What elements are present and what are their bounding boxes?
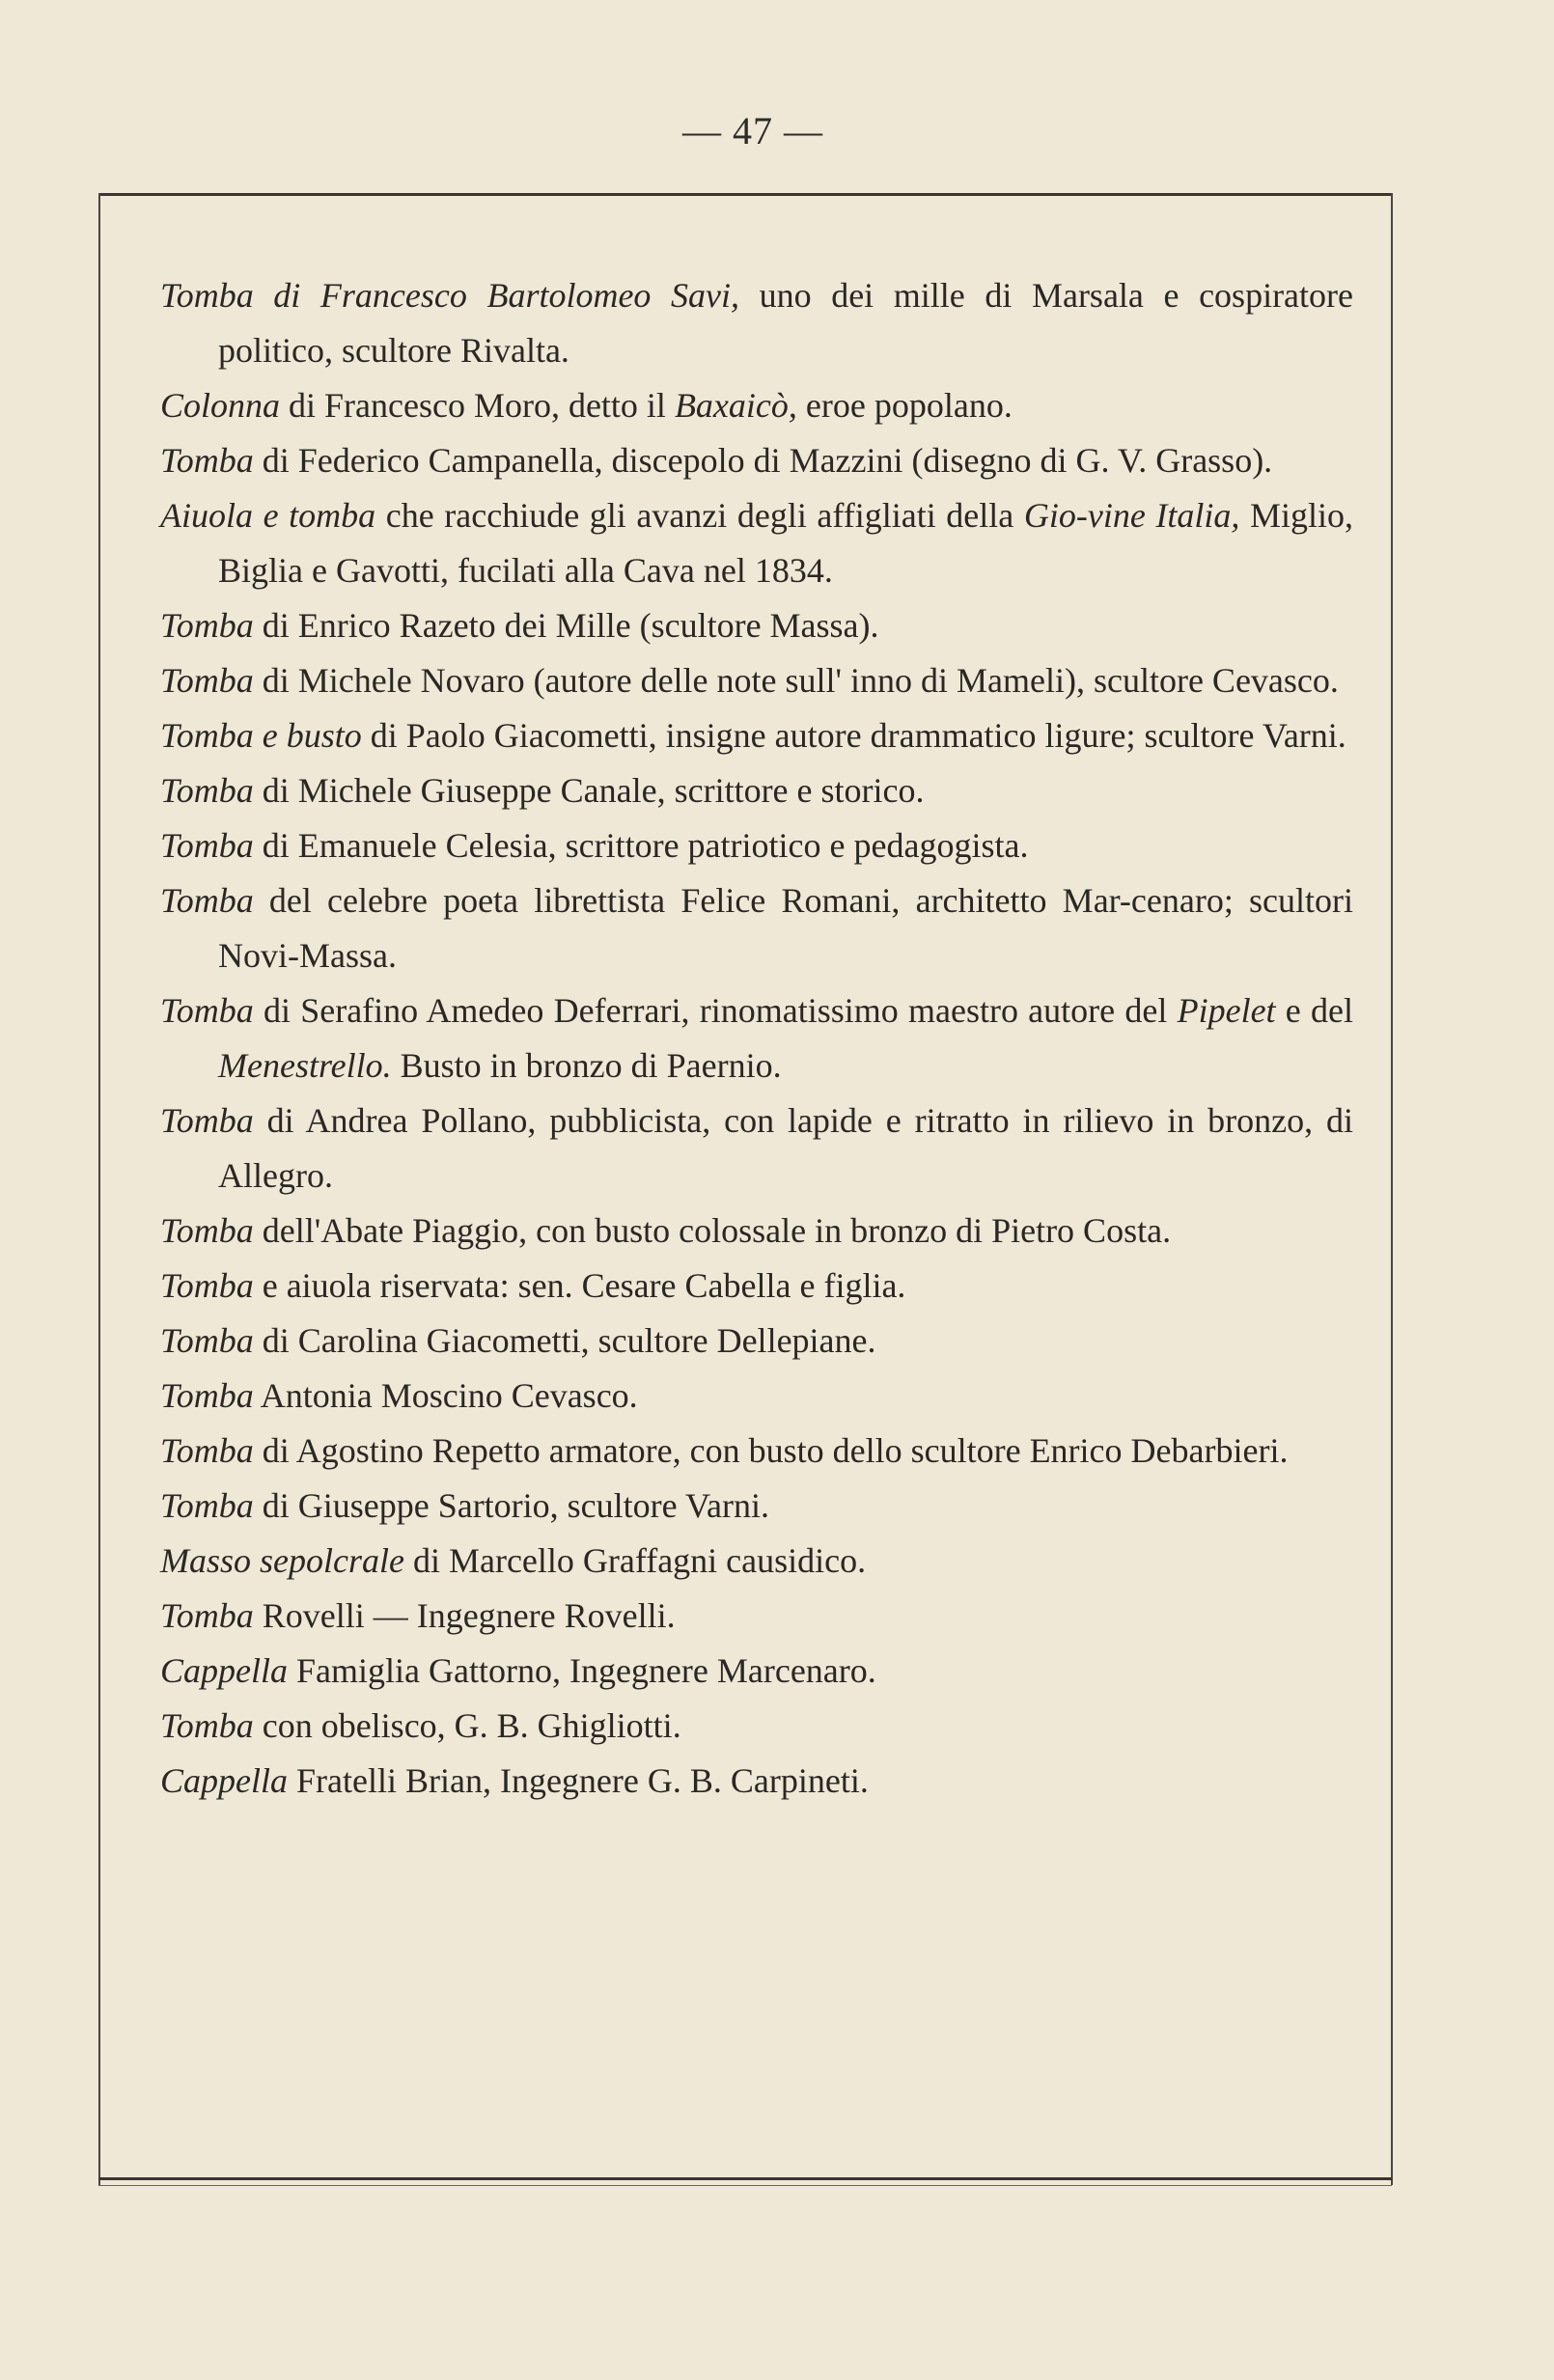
entry-italic: Pipelet bbox=[1177, 991, 1276, 1030]
entry-lead: Tomba bbox=[160, 441, 254, 480]
entry-lead: Colonna bbox=[160, 386, 281, 425]
entry-lead: Tomba di Francesco Bartolomeo Savi, bbox=[160, 276, 740, 315]
list-item bbox=[160, 1369, 1353, 1424]
entry-text: Antonia Moscino Cevasco. bbox=[253, 1376, 638, 1415]
frame-bottom-rule bbox=[98, 2177, 1392, 2180]
entry-text: e del bbox=[1275, 991, 1354, 1030]
list-item bbox=[160, 708, 1353, 763]
entry-lead: Tomba bbox=[160, 1706, 254, 1745]
list-item bbox=[160, 1699, 1353, 1754]
entry-lead: Tomba bbox=[160, 1486, 254, 1525]
entry-lead: Tomba bbox=[160, 1211, 254, 1250]
list-item bbox=[160, 763, 1353, 818]
frame-left-rule bbox=[98, 193, 100, 2185]
entry-lead: Masso sepolcrale bbox=[160, 1541, 404, 1580]
list-item bbox=[160, 1534, 1353, 1589]
list-item bbox=[160, 1589, 1353, 1644]
entry-text: Fratelli Brian, Ingegnere G. B. Carpineti. bbox=[288, 1761, 869, 1800]
entry-text: Rovelli — Ingegnere Rovelli. bbox=[253, 1596, 676, 1635]
entry-lead: Tomba bbox=[160, 661, 254, 700]
entry-text: che racchiude gli avanzi degli affigliati della bbox=[375, 496, 1024, 535]
entry-lead: Tomba bbox=[160, 991, 254, 1030]
entry-text: di Federico Campanella, discepolo di Mazzini (disegno di G. V. Grasso). bbox=[253, 441, 1273, 480]
entry-text: dell'Abate Piaggio, con busto colossale in bronzo di Pietro Costa. bbox=[253, 1211, 1172, 1250]
list-item bbox=[160, 653, 1353, 708]
list-item bbox=[160, 488, 1353, 598]
frame-top-rule bbox=[98, 193, 1392, 196]
list-item bbox=[160, 598, 1353, 653]
entry-text: di Michele Giuseppe Canale, scrittore e storico. bbox=[253, 771, 925, 810]
list-item bbox=[160, 1259, 1353, 1314]
list-item bbox=[160, 1314, 1353, 1369]
entry-text: di Andrea Pollano, pubblicista, con lapide e ritratto in rilievo in bronzo, di Allegro. bbox=[218, 1101, 1353, 1195]
entry-text: di Paolo Giacometti, insigne autore drammatico ligure; scultore Varni. bbox=[361, 716, 1346, 755]
entry-italic: Baxaicò, bbox=[674, 386, 797, 425]
list-item bbox=[160, 1204, 1353, 1259]
monument-list bbox=[160, 268, 1353, 1809]
frame-right-rule bbox=[1391, 193, 1393, 2185]
entry-text: con obelisco, G. B. Ghigliotti. bbox=[253, 1706, 681, 1745]
entry-lead: Aiuola e tomba bbox=[160, 496, 376, 535]
entry-text: di Carolina Giacometti, scultore Dellepiane. bbox=[253, 1321, 876, 1360]
entry-text: Busto in bronzo di Paernio. bbox=[391, 1046, 782, 1085]
entry-text: e aiuola riservata: sen. Cesare Cabella e figlia. bbox=[253, 1266, 906, 1305]
entry-text: di Marcello Graffagni causidico. bbox=[403, 1541, 867, 1580]
entry-text: uno dei mille di Marsala e cospiratore politico, scultore Rivalta. bbox=[218, 276, 1354, 370]
entry-text: eroe popolano. bbox=[796, 386, 1013, 425]
list-item bbox=[160, 1754, 1353, 1809]
entry-italic: Menestrello. bbox=[218, 1046, 392, 1085]
entry-lead: Tomba bbox=[160, 826, 254, 865]
list-item bbox=[160, 268, 1353, 378]
entry-text: del celebre poeta librettista Felice Romani, architetto Mar-cenaro; scultori Novi-Massa. bbox=[218, 881, 1353, 975]
list-item bbox=[160, 818, 1353, 873]
entry-lead: Tomba bbox=[160, 1596, 254, 1635]
entry-lead: Tomba bbox=[160, 771, 254, 810]
frame-bottom-thin-rule bbox=[98, 2185, 1392, 2186]
entry-text: di Serafino Amedeo Deferrari, rinomatissimo maestro autore del bbox=[253, 991, 1178, 1030]
list-item bbox=[160, 1424, 1353, 1479]
list-item bbox=[160, 1644, 1353, 1699]
entry-italic: Gio-vine Italia, bbox=[1023, 496, 1240, 535]
entry-lead: Tomba bbox=[160, 881, 254, 920]
entry-text: di Agostino Repetto armatore, con busto dello scultore Enrico Debarbieri. bbox=[253, 1431, 1289, 1470]
entry-lead: Tomba bbox=[160, 606, 254, 645]
list-item bbox=[160, 378, 1353, 433]
entry-text: di Emanuele Celesia, scrittore patriotico e pedagogista. bbox=[253, 826, 1029, 865]
entry-text: di Michele Novaro (autore delle note sull' inno di Mameli), scultore Cevasco. bbox=[253, 661, 1339, 700]
entry-lead: Cappella bbox=[160, 1651, 288, 1690]
entry-text: di Giuseppe Sartorio, scultore Varni. bbox=[253, 1486, 769, 1525]
entry-text: di Francesco Moro, detto il bbox=[280, 386, 675, 425]
list-item bbox=[160, 1479, 1353, 1534]
entry-lead: Cappella bbox=[160, 1761, 288, 1800]
list-item bbox=[160, 873, 1353, 983]
entry-lead: Tomba bbox=[160, 1431, 254, 1470]
entry-text: Famiglia Gattorno, Ingegnere Marcenaro. bbox=[288, 1651, 876, 1690]
entry-lead: Tomba bbox=[160, 1321, 254, 1360]
entry-lead: Tomba bbox=[160, 1376, 254, 1415]
entry-text: Miglio, Biglia e Gavotti, fucilati alla Cava nel 1834. bbox=[218, 496, 1353, 590]
list-item bbox=[160, 1093, 1353, 1204]
entry-lead: Tomba e busto bbox=[160, 716, 362, 755]
list-item bbox=[160, 983, 1353, 1093]
page-number: — 47 — bbox=[682, 109, 823, 152]
entry-text: di Enrico Razeto dei Mille (scultore Massa). bbox=[253, 606, 879, 645]
list-item bbox=[160, 433, 1353, 488]
entry-lead: Tomba bbox=[160, 1266, 254, 1305]
entry-lead: Tomba bbox=[160, 1101, 254, 1140]
